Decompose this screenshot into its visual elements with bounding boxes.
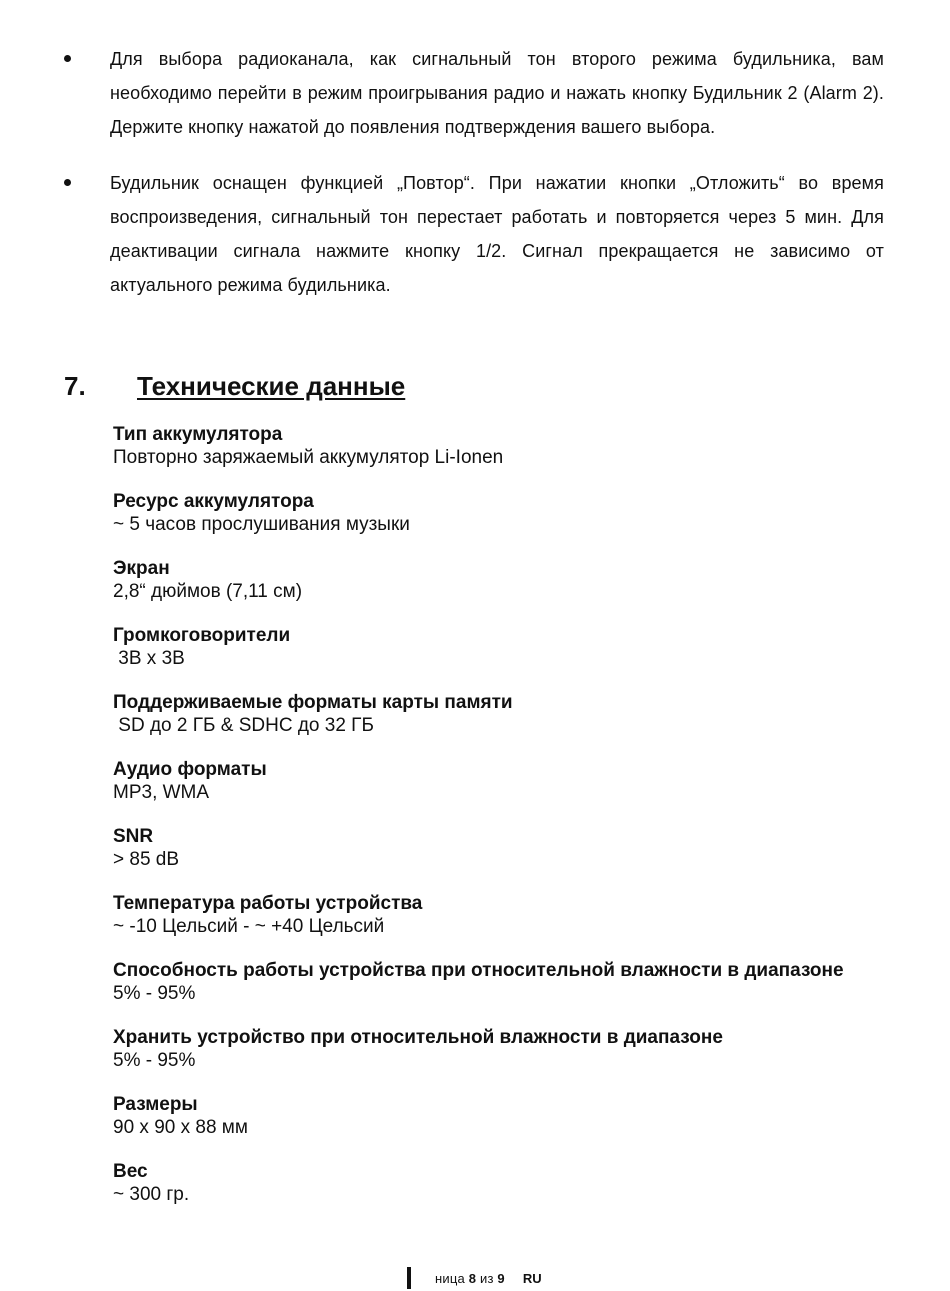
spec-label: Вес — [113, 1161, 148, 1182]
spec-label: Аудио форматы — [113, 759, 267, 780]
spec-value: 2,8“ дюймов (7,11 см) — [113, 581, 303, 602]
spec-memory-card — [113, 691, 873, 737]
spec-value: 90 x 90 x 88 мм — [113, 1117, 248, 1138]
spec-operating-humidity — [113, 959, 873, 1005]
spec-battery-life — [113, 490, 873, 536]
spec-label: SNR — [113, 826, 154, 847]
spec-label: Тип аккумулятора — [113, 424, 283, 445]
spec-value: 5% - 95% — [113, 1050, 196, 1071]
spec-label: Экран — [113, 558, 170, 579]
spec-value: ~ -10 Цельсий - ~ +40 Цельсий — [113, 916, 385, 937]
section-title: Технические данные — [137, 371, 406, 401]
page-prefix: ница — [435, 1270, 469, 1286]
spec-value: 5% - 95% — [113, 983, 196, 1004]
bullet-item — [0, 166, 950, 302]
page-current: 8 — [468, 1270, 477, 1286]
spec-label: Температура работы устройства — [113, 893, 423, 914]
bullet-text: Будильник оснащен функцией „Повтор“. При нажатии кнопки „Отложить“ во время воспроизведения, сигнальный тон перестает работать и повторяется через 5 мин. Для деактивации сигнала нажмите кнопку 1/2. Сигнал прекращается не зависимо от актуального режима будильника. — [110, 173, 884, 295]
spec-label: Поддерживаемые форматы карты памяти — [113, 692, 513, 713]
spec-operating-temperature — [113, 892, 873, 938]
spec-screen — [113, 557, 873, 603]
spec-storage-humidity — [113, 1026, 873, 1072]
page-number — [435, 1271, 505, 1286]
bullet-item — [0, 42, 950, 144]
bullet-dot-icon — [64, 55, 71, 62]
page-separator: из — [476, 1270, 498, 1286]
spec-value: > 85 dB — [113, 849, 180, 870]
spec-value: MP3, WMA — [113, 782, 210, 803]
bullet-dot-icon — [64, 179, 71, 186]
spec-label: Ресурс аккумулятора — [113, 491, 314, 512]
spec-speakers — [113, 624, 873, 670]
spec-value: ~ 300 гр. — [113, 1184, 190, 1205]
spec-snr — [113, 825, 873, 871]
spec-list — [113, 423, 873, 1227]
footer-bar-icon — [407, 1267, 411, 1289]
spec-label: Размеры — [113, 1094, 198, 1115]
spec-value: ~ 5 часов прослушивания музыки — [113, 514, 410, 535]
spec-label: Громкоговорители — [113, 625, 291, 646]
section-number: 7. — [64, 371, 86, 401]
bullet-text: Для выбора радиоканала, как сигнальный тон второго режима будильника, вам необходимо перейти в режим проигрывания радио и нажать кнопку Будильник 2 (Alarm 2). Держите кнопку нажатой до появления подтверждения вашего выбора. — [110, 49, 884, 137]
bullet-list — [0, 42, 950, 324]
language-code: RU — [522, 1270, 542, 1286]
spec-value: 3В x 3В — [113, 648, 185, 669]
spec-value: Повторно заряжаемый аккумулятор Li-Ionen — [113, 447, 504, 468]
spec-value: SD до 2 ГБ & SDHC до 32 ГБ — [113, 715, 374, 736]
spec-audio-formats — [113, 758, 873, 804]
spec-dimensions — [113, 1093, 873, 1139]
page-footer — [407, 1266, 542, 1290]
spec-weight — [113, 1160, 873, 1206]
spec-label: Хранить устройство при относительной влажности в диапазоне — [113, 1027, 723, 1048]
spec-label: Способность работы устройства при относительной влажности в диапазоне — [113, 960, 844, 981]
section-heading — [64, 368, 405, 404]
spec-battery-type — [113, 423, 873, 469]
page-total: 9 — [497, 1270, 505, 1286]
